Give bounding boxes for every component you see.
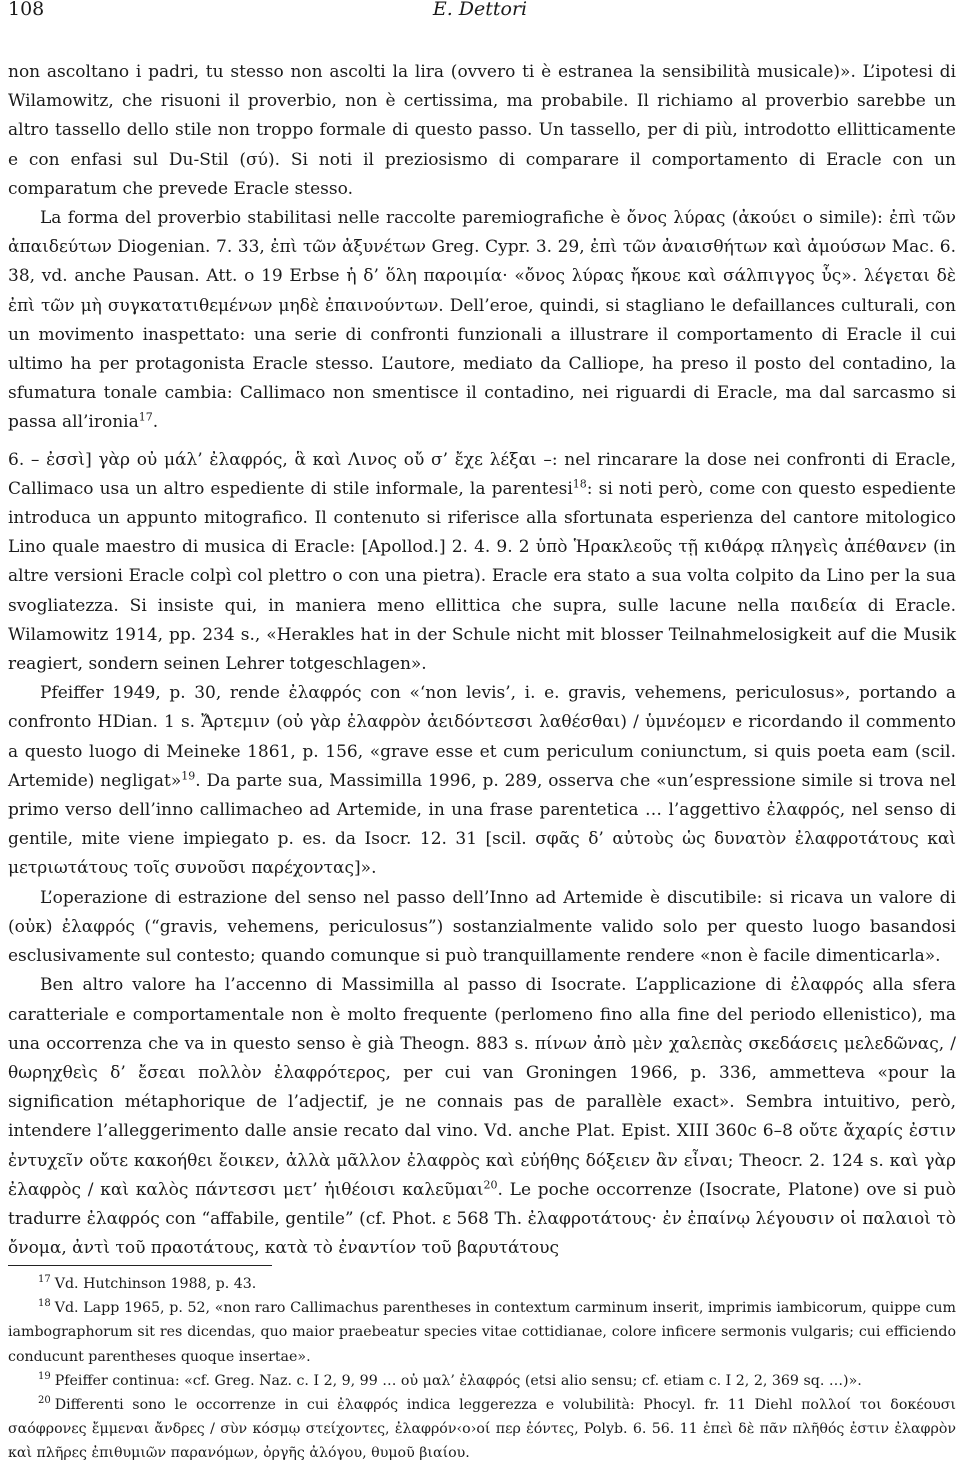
paragraph-text-tail: : si noti però, come con questo espediente introduca un appunto mitografico. Il contenuto si riferisce alla sfortunata esperienza del cantore mitologico Lino quale maestro di musica di Eracle: [Apollod.] 2. 4. 9. 2 ὑπὸ Ἡρακλεοῦς τῇ κιθάρᾳ πληγεὶς ἀπέθανεν (in altre versioni Eracle colpì col plettro o con una pietra). Eracle era stato a sua volta colpito da Lino per la sua svogliatezza. Si insiste qui, in maniera meno ellittica che supra, sulle lacune nella παιδεία di Eracle. Wilamowitz 1914, pp. 234 s., «Herakles hat in der Schule nicht mit blosser Teilnahmelosigkeit auf die Musik reagiert, sondern seinen Lehrer totgeschlagen». xyxy=(8,478,956,675)
footnote-rule xyxy=(8,1265,272,1266)
footnote-19 xyxy=(8,1369,956,1393)
footnote-number: 19 xyxy=(38,1371,51,1383)
footnote-number: 20 xyxy=(38,1395,51,1407)
footnote-text: Vd. Lapp 1965, p. 52, «non raro Callimachus parentheses in contextum carminum inserit, imprimis iambicorum, quippe cum iambographorum sit res dicendas, quo maior praebeatur species vitae cottidianae, colore inficere sermonis vulgaris; cui efficiendo conducunt parentheses quoque insertae». xyxy=(8,1300,956,1365)
main-text xyxy=(8,58,956,1263)
page-number: 108 xyxy=(8,0,45,20)
footnote-ref[interactable]: 18 xyxy=(572,477,587,491)
footnote-text: Pfeiffer continua: «cf. Greg. Naz. c. I 2, 9, 99 … οὐ μαλ’ ἐλαφρός (etsi alio sensu; cf. etiam c. I 2, 2, 369 sq. …)». xyxy=(54,1372,862,1389)
running-head: E. Dettori xyxy=(432,0,528,20)
paragraph-text: 6. – ἐσσὶ] γὰρ οὐ μάλ’ ἐλαφρός, ἃ καὶ Λινος οὔ σ’ ἔχε λέξαι –: nel rincarare la dose nei confronti di Eracle, Callimaco usa un altro espediente di stile informale, la parentesi xyxy=(8,449,956,499)
paragraph-text-tail: . xyxy=(152,412,159,433)
paragraph-text: La forma del proverbio stabilitasi nelle raccolte paremiografiche è ὄνος λύρας (ἀκούει o simile): ἐπὶ τῶν ἀπαιδεύτων Diogenian. 7. 33, ἐπὶ τῶν ἀξυνέτων Greg. Cypr. 3. 29, ἐπὶ τῶν ἀναισθήτων καὶ ἀμούσων Mac. 6. 38, vd. anche Pausan. Att. o 19 Erbse ἡ δ’ ὅλη παροιμία· «ὄνος λύρας ἤκουε καὶ σάλπιγγος ὗς». λέγεται δὲ ἐπὶ τῶν μὴ συγκατατιθεμένων μηδὲ ἐπαινούντων. Dell’eroe, quindi, si stagliano le defaillances culturali, con un movimento inaspettato: una serie di confronti funzionali a illustrare il comportamento di Eracle il cui ultimo ha per protagonista Eracle stesso. L’autore, mediato da Calliope, ha preso il posto del contadino, la sfumatura tonale cambia: Callimaco non smentisce il contadino, nei riguardi di Eracle, ma dal sarcasmo si passa all’ironia xyxy=(8,208,956,433)
paragraph-text: non ascoltano i padri, tu stesso non ascolti la lira (ovvero ti è estranea la sensibilità musicale)». L’ipotesi di Wilamowitz, che risuoni il proverbio, non è certissima, ma probabile. Il richiamo al proverbio sarebbe un altro tassello dello stile non troppo formale di questo passo. Un tassello, per di più, introdotto ellitticamente e con enfasi sul Du-Stil (σύ). Si noti il preziosismo di comparare il comportamento di Eracle con un comparatum che prevede Eracle stesso. xyxy=(8,62,956,199)
footnote-text: Differenti sono le occorrenze in cui ἐλαφρός indica leggerezza e volubilità: Phocyl. fr. 11 Diehl πολλοί τοι δοκέουσι σαόφρονες ἔμμεναι ἄνδρες / σὺν κόσμῳ στείχοντες, ἐλαφρόν‹ο›οί περ ἐόντες, Polyb. 6. 56. 11 ἐπεὶ δὲ πᾶν πλῆθός ἐστιν ἐλαφρὸν καὶ πλῆρες ἐπιθυμιῶν παρανόμων, ὀργῆς ἀλόγου, θυμοῦ βιαίου. xyxy=(8,1397,956,1462)
paragraph-text-tail: . Le poche occorrenze (Isocrate, Platone) ove si può tradurre ἐλαφρός con “affabile, gentile” (cf. Phot. ε 568 Th. ἐλαφροτάτους· ἐν ἐπαίνῳ λέγουσιν οἱ παλαιοὶ τὸ ὄνομα, ἀντὶ τοῦ πραοτάτους, κατὰ τὸ ἐναντίον τοῦ βαρυτάτους xyxy=(8,1179,956,1259)
footnote-17 xyxy=(8,1272,956,1296)
paragraph-6 xyxy=(8,971,956,1263)
paragraph-4 xyxy=(8,679,956,883)
paragraph-text-tail: . Da parte sua, Massimilla 1996, p. 289, osserva che «un’espressione simile si trova nel primo verso dell’inno callimacheo ad Artemide, in una frase parentetica … l’aggettivo ἐλαφρός, nel senso di gentile, mite viene impiegato p. es. da Isocr. 12. 31 [scil. σφᾶς δ’ αὐτοὺς ὡς δυνατὸν ἐλαφροτάτους καὶ μετριωτάτους τοῖς συνοῦσι παρέχοντας]». xyxy=(8,770,956,879)
footnote-ref[interactable]: 19 xyxy=(181,769,196,783)
footnotes xyxy=(8,1272,956,1466)
footnote-ref[interactable]: 20 xyxy=(483,1178,498,1192)
paragraph-5 xyxy=(8,884,956,972)
paragraph-text: Ben altro valore ha l’accenno di Massimilla al passo di Isocrate. L’applicazione di ἐλαφρός alla sfera caratteriale e comportamentale non è molto frequente (perlomeno fino alla fine del periodo ellenistico), ma una occorrenza che va in questo senso è già Theogn. 883 s. πίνων ἀπὸ μὲν χαλεπὰς σκεδάσεις μελεδῶνας, / θωρηχθεὶς δ’ ἔσεαι πολλὸν ἐλαφρότερος, per cui van Groningen 1966, p. 336, ammetteva «pour la signification métaphorique de l’adjectif, je ne connais pas de parallèle exact». Sembra intuitivo, però, intendere l’alleggerimento dalle ansie recato dal vino. Vd. anche Plat. Epist. XIII 360c 6–8 οὔτε ἄχαρίς ἐστιν ἐντυχεῖν οὔτε κακοήθει ἔοικεν, ἀλλὰ μᾶλλον ἐλαφρὸς καὶ εὐήθης δόξειεν ἂν εἶναι; Theocr. 2. 124 s. καὶ γὰρ ἐλαφρὸς / καὶ καλὸς πάντεσσι μετ’ ἠιθέοισι καλεῦμαι xyxy=(8,975,956,1200)
footnote-text: Vd. Hutchinson 1988, p. 43. xyxy=(54,1276,257,1292)
paragraph-text: Pfeiffer 1949, p. 30, rende ἐλαφρός con «‘non levis’, i. e. gravis, vehemens, periculosus», portando a confronto HDian. 1 s. Ἄρτεμιν (οὐ γὰρ ἐλαφρὸν ἀειδόντεσσι λαθέσθαι) / ὑμνέομεν e ricordando il commento a questo luogo di Meineke 1861, p. 156, «grave esse et cum periculum coniunctum, si quis poeta eam (scil. Artemide) negligat» xyxy=(8,683,956,791)
page-header xyxy=(8,0,952,30)
paragraph-2 xyxy=(8,204,956,438)
footnote-number: 17 xyxy=(38,1274,51,1286)
paragraph-3 xyxy=(8,446,956,680)
paragraph-1 xyxy=(8,58,956,204)
footnote-number: 18 xyxy=(38,1298,51,1310)
footnote-18 xyxy=(8,1296,956,1369)
footnote-20 xyxy=(8,1393,956,1466)
footnote-ref[interactable]: 17 xyxy=(138,410,153,424)
paragraph-text: L’operazione di estrazione del senso nel passo dell’Inno ad Artemide è discutibile: si ricava un valore di (οὐκ) ἐλαφρός (“gravis, vehemens, periculosus”) sostanzialmente valido solo per questo luogo basandosi esclusivamente sul contesto; quando comunque si può tranquillamente rendere «non è facile dimenticarla». xyxy=(8,887,956,967)
